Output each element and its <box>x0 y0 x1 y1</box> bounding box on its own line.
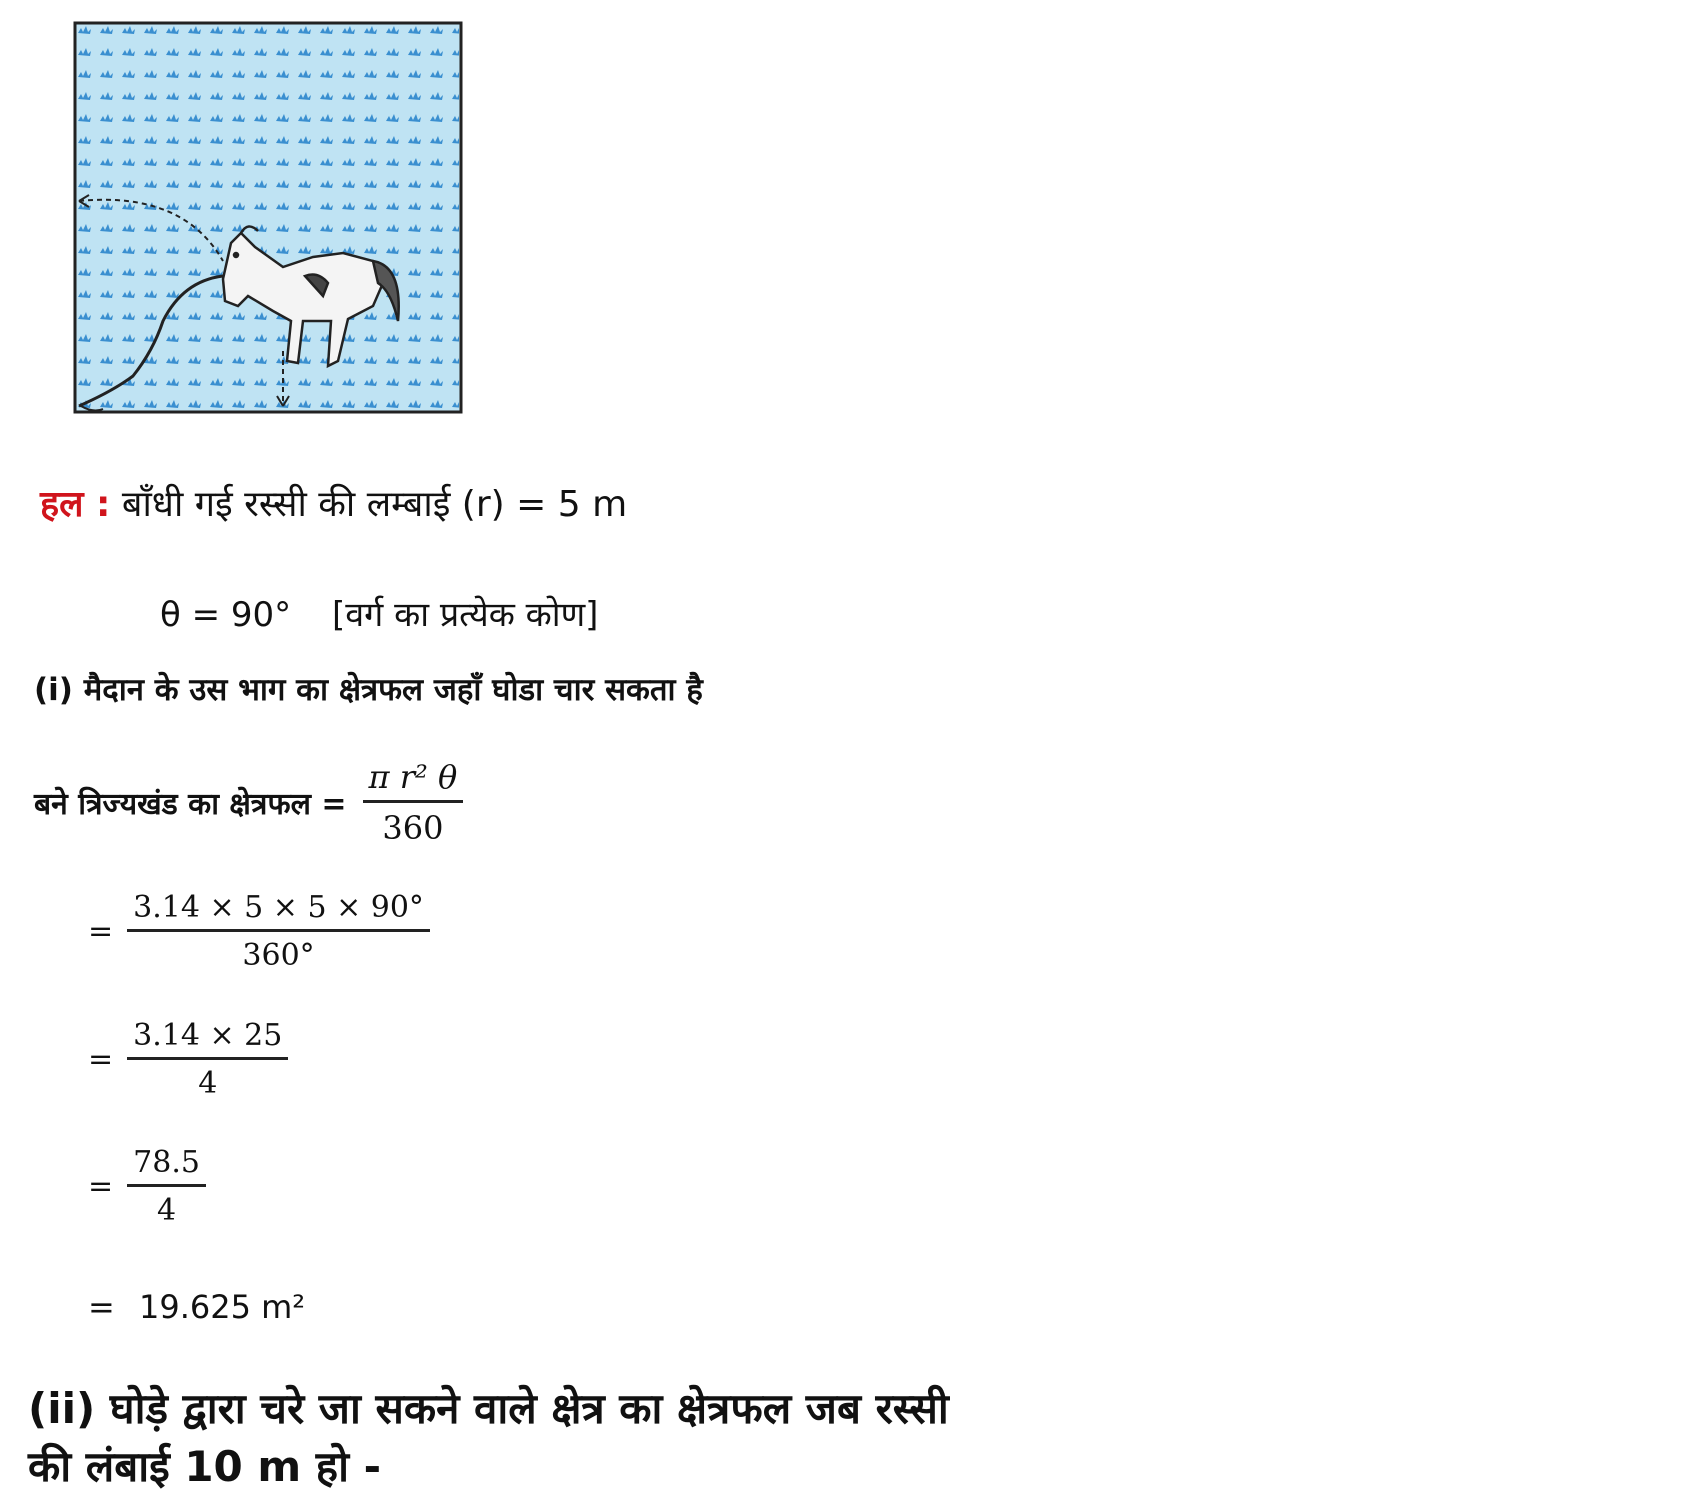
step-2 <box>88 1018 288 1101</box>
part-ii-line-1: (ii) घोड़े द्वारा चरे जा सकने वाले क्षेत्र का क्षेत्रफल जब रस्सी <box>28 1384 949 1433</box>
step-2-numerator: 3.14 × 25 <box>127 1018 288 1060</box>
equals-sign: = <box>88 1042 114 1077</box>
step-1-fraction <box>127 890 430 973</box>
rope-length-line: बाँधी गई रस्सी की लम्बाई (r) = 5 m <box>121 484 628 525</box>
part-ii-heading <box>28 1380 949 1496</box>
field-figure <box>73 21 463 414</box>
theta-line <box>160 590 598 636</box>
sector-formula <box>34 758 463 847</box>
step-1-denominator: 360° <box>242 938 315 973</box>
step-2-denominator: 4 <box>198 1066 218 1101</box>
area-result: 19.625 m² <box>138 1288 306 1326</box>
step-3-denominator: 4 <box>156 1193 177 1228</box>
theta-note: [वर्ग का प्रत्येक कोण] <box>331 595 599 635</box>
formula-denominator: 360 <box>382 809 444 847</box>
solution-label: हल : <box>40 484 111 525</box>
horse-field-illustration <box>73 21 463 414</box>
result-line <box>88 1288 305 1326</box>
step-3-fraction <box>127 1145 206 1228</box>
step-2-fraction <box>127 1018 288 1101</box>
step-1 <box>88 890 430 973</box>
formula-numerator: π r² θ <box>363 758 464 803</box>
step-3-numerator: 78.5 <box>127 1145 206 1187</box>
sector-label: बने त्रिज्यखंड का क्षेत्रफल = <box>34 787 347 822</box>
step-1-numerator: 3.14 × 5 × 5 × 90° <box>127 890 430 932</box>
theta-value: θ = 90° <box>160 595 292 635</box>
solution-line <box>40 478 627 527</box>
part-i-heading: (i) मैदान के उस भाग का क्षेत्रफल जहाँ घोडा चार सकता है <box>34 672 703 708</box>
part-ii-line-2: की लंबाई 10 m हो - <box>28 1442 382 1491</box>
equals-sign: = <box>88 1169 114 1204</box>
step-3 <box>88 1145 206 1228</box>
equals-sign: = <box>88 914 114 949</box>
equals-sign: = <box>88 1288 115 1326</box>
formula-fraction <box>363 758 464 847</box>
